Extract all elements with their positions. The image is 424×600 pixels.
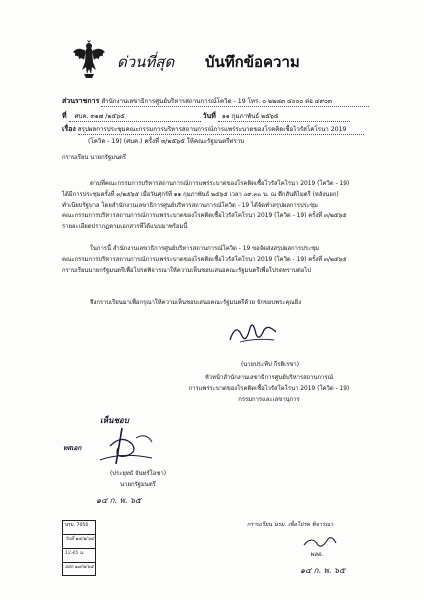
paragraph-1-line: คณะกรรมการบริหารสถานการณ์การแพร่ระบาดของโรคติดเชื้อไวรัสโคโรนา 2019 (โควิด - 19) ครั้งที่ ๓/๒๕๖๕ [62,213,347,220]
agency-value: สำนักงานเลขาธิการศูนย์บริหารสถานการณ์โควิด - 19 โทร. ๐ ๒๒๘๓ ๔๐๐๐ ต่อ ๔๙๐๓ [101,96,369,107]
approval-note: เห็นชอบ [100,415,129,425]
paragraph-3-line: จึงกราบเรียนมาเพื่อกรุณาให้ความเห็นชอบเสนอคณะรัฐมนตรีด้วย จักขอบพระคุณยิ่ง [90,300,302,306]
signatory-name: (นายประทีป กีรติเรขา) [240,362,299,368]
pm-date: ๑๔ ก. พ. ๖๕ [96,496,142,505]
pm-position: นายกรัฐมนตรี [120,482,156,488]
ref-label: ที่ [62,112,67,120]
ref-value: ศบค. ๓๑๗ /๒๕๖๕ [69,111,201,122]
date-label: วันที่ [202,112,216,120]
signatory-position-line: หัวหน้าสำนักงานเลขาธิการศูนย์บริหารสถานการณ์ [204,375,334,381]
footer-note: กราบเรียน นรม. เพื่อโปรด พิจารณา [247,522,334,528]
paragraph-1 [62,179,372,233]
subject-line-2: (โควิด - 19) (ศบค.) ครั้งที่ ๓/๒๕๖๕ ให้คณะรัฐมนตรีทราบ [88,138,245,145]
registry-stamp [62,520,96,576]
paragraph-1-line: ตามที่คณะกรรมการบริหารสถานการณ์การแพร่ระบาดของโรคติดเชื้อไวรัสโคโรนา 2019 (โควิด - 19) [90,181,350,187]
stamp-row: ออก ๑๔/๒/๖๕ [65,565,94,570]
ref-date-row [62,111,350,122]
salutation: กราบเรียน นายกรัฐมนตรี [62,155,126,161]
footer-date: ๑๔ ก. พ. ๖๕ [300,566,346,575]
agency-row [62,96,369,107]
stamp-row: นรม. 7050 [63,521,95,535]
signatory-position-line: การแพร่ระบาดของโรคติดเชื้อไวรัสโคโรนา 2019 (โควิด - 19) [188,386,350,392]
date-value: ๑๑ กุมภาพันธ์ ๒๕๖๕ [218,111,350,122]
stamp-row: วันที่ ๑๔/๒/๖๕ [63,535,95,549]
paragraph-1-line: รายละเอียดปรากฏตามเอกสารที่ได้แนบมาพร้อมนี้ [62,224,188,231]
pm-name: (ประยุทธ์ จันทร์โอชา) [110,471,166,477]
agency-label: ส่วนราชการ [62,97,100,105]
pm-signature [92,424,162,468]
subject-line-1: สรุปผลการประชุมคณะกรรมการบริหารสถานการณ์การแพร่ระบาดของโรคติดเชื้อไวรัสโคโรนา 2019 [78,124,364,135]
paragraph-1-line: ได้มีการประชุมครั้งที่ ๓/๒๕๖๕ เมื่อวันศุกร์ที่ ๑๑ กุมภาพันธ์ ๒๕๖๕ เวลา ๐๙.๓๐ น. ณ ตึกสันติไมตรี (หลังนอก) [62,191,339,198]
signatory-position-line: กรรมการและเลขานุการ [238,397,300,403]
signatory-position [154,373,384,406]
pm-block [88,469,188,491]
left-margin-note: ทสเอก [63,444,82,452]
paragraph-3 [62,298,372,309]
subject-row [62,124,364,135]
garuda-emblem-icon [72,40,106,80]
paragraph-2-line: คณะกรรมการบริหารสถานการณ์การแพร่ระบาดของโรคติดเชื้อไวรัสโคโรนา 2019 (โควิด - 19) ครั้งที่ ๓/๒๕๖๕ [62,256,347,263]
signatory-block [170,359,370,369]
paragraph-2 [62,244,372,276]
stamp-row: 12.45 น. [63,549,95,563]
document-title: บันทึกข้อความ [205,53,300,71]
subject-label: เรื่อง [62,125,76,133]
paragraph-1-line: ทำเนียบรัฐบาล โดยสำนักงานเลขาธิการศูนย์บริหารสถานการณ์โควิด - 19 ได้จัดทำสรุปผลการประชุม [62,202,318,209]
paragraph-2-line: กราบเรียนนายกรัฐมนตรีเพื่อโปรดพิจารณาให้ความเห็นชอบเสนอคณะรัฐมนตรีเพื่อโปรดทราบต่อไป [62,267,311,274]
paragraph-2-line: ในการนี้ สำนักงานเลขาธิการศูนย์บริหารสถานการณ์โควิด - 19 ขอจัดส่งสรุปผลการประชุม [90,246,319,252]
footer-initials: พลอ. [310,551,324,558]
urgency-label: ด่วนที่สุด [117,53,175,71]
signatory-signature [226,318,282,348]
subject-row-2 [88,136,244,146]
